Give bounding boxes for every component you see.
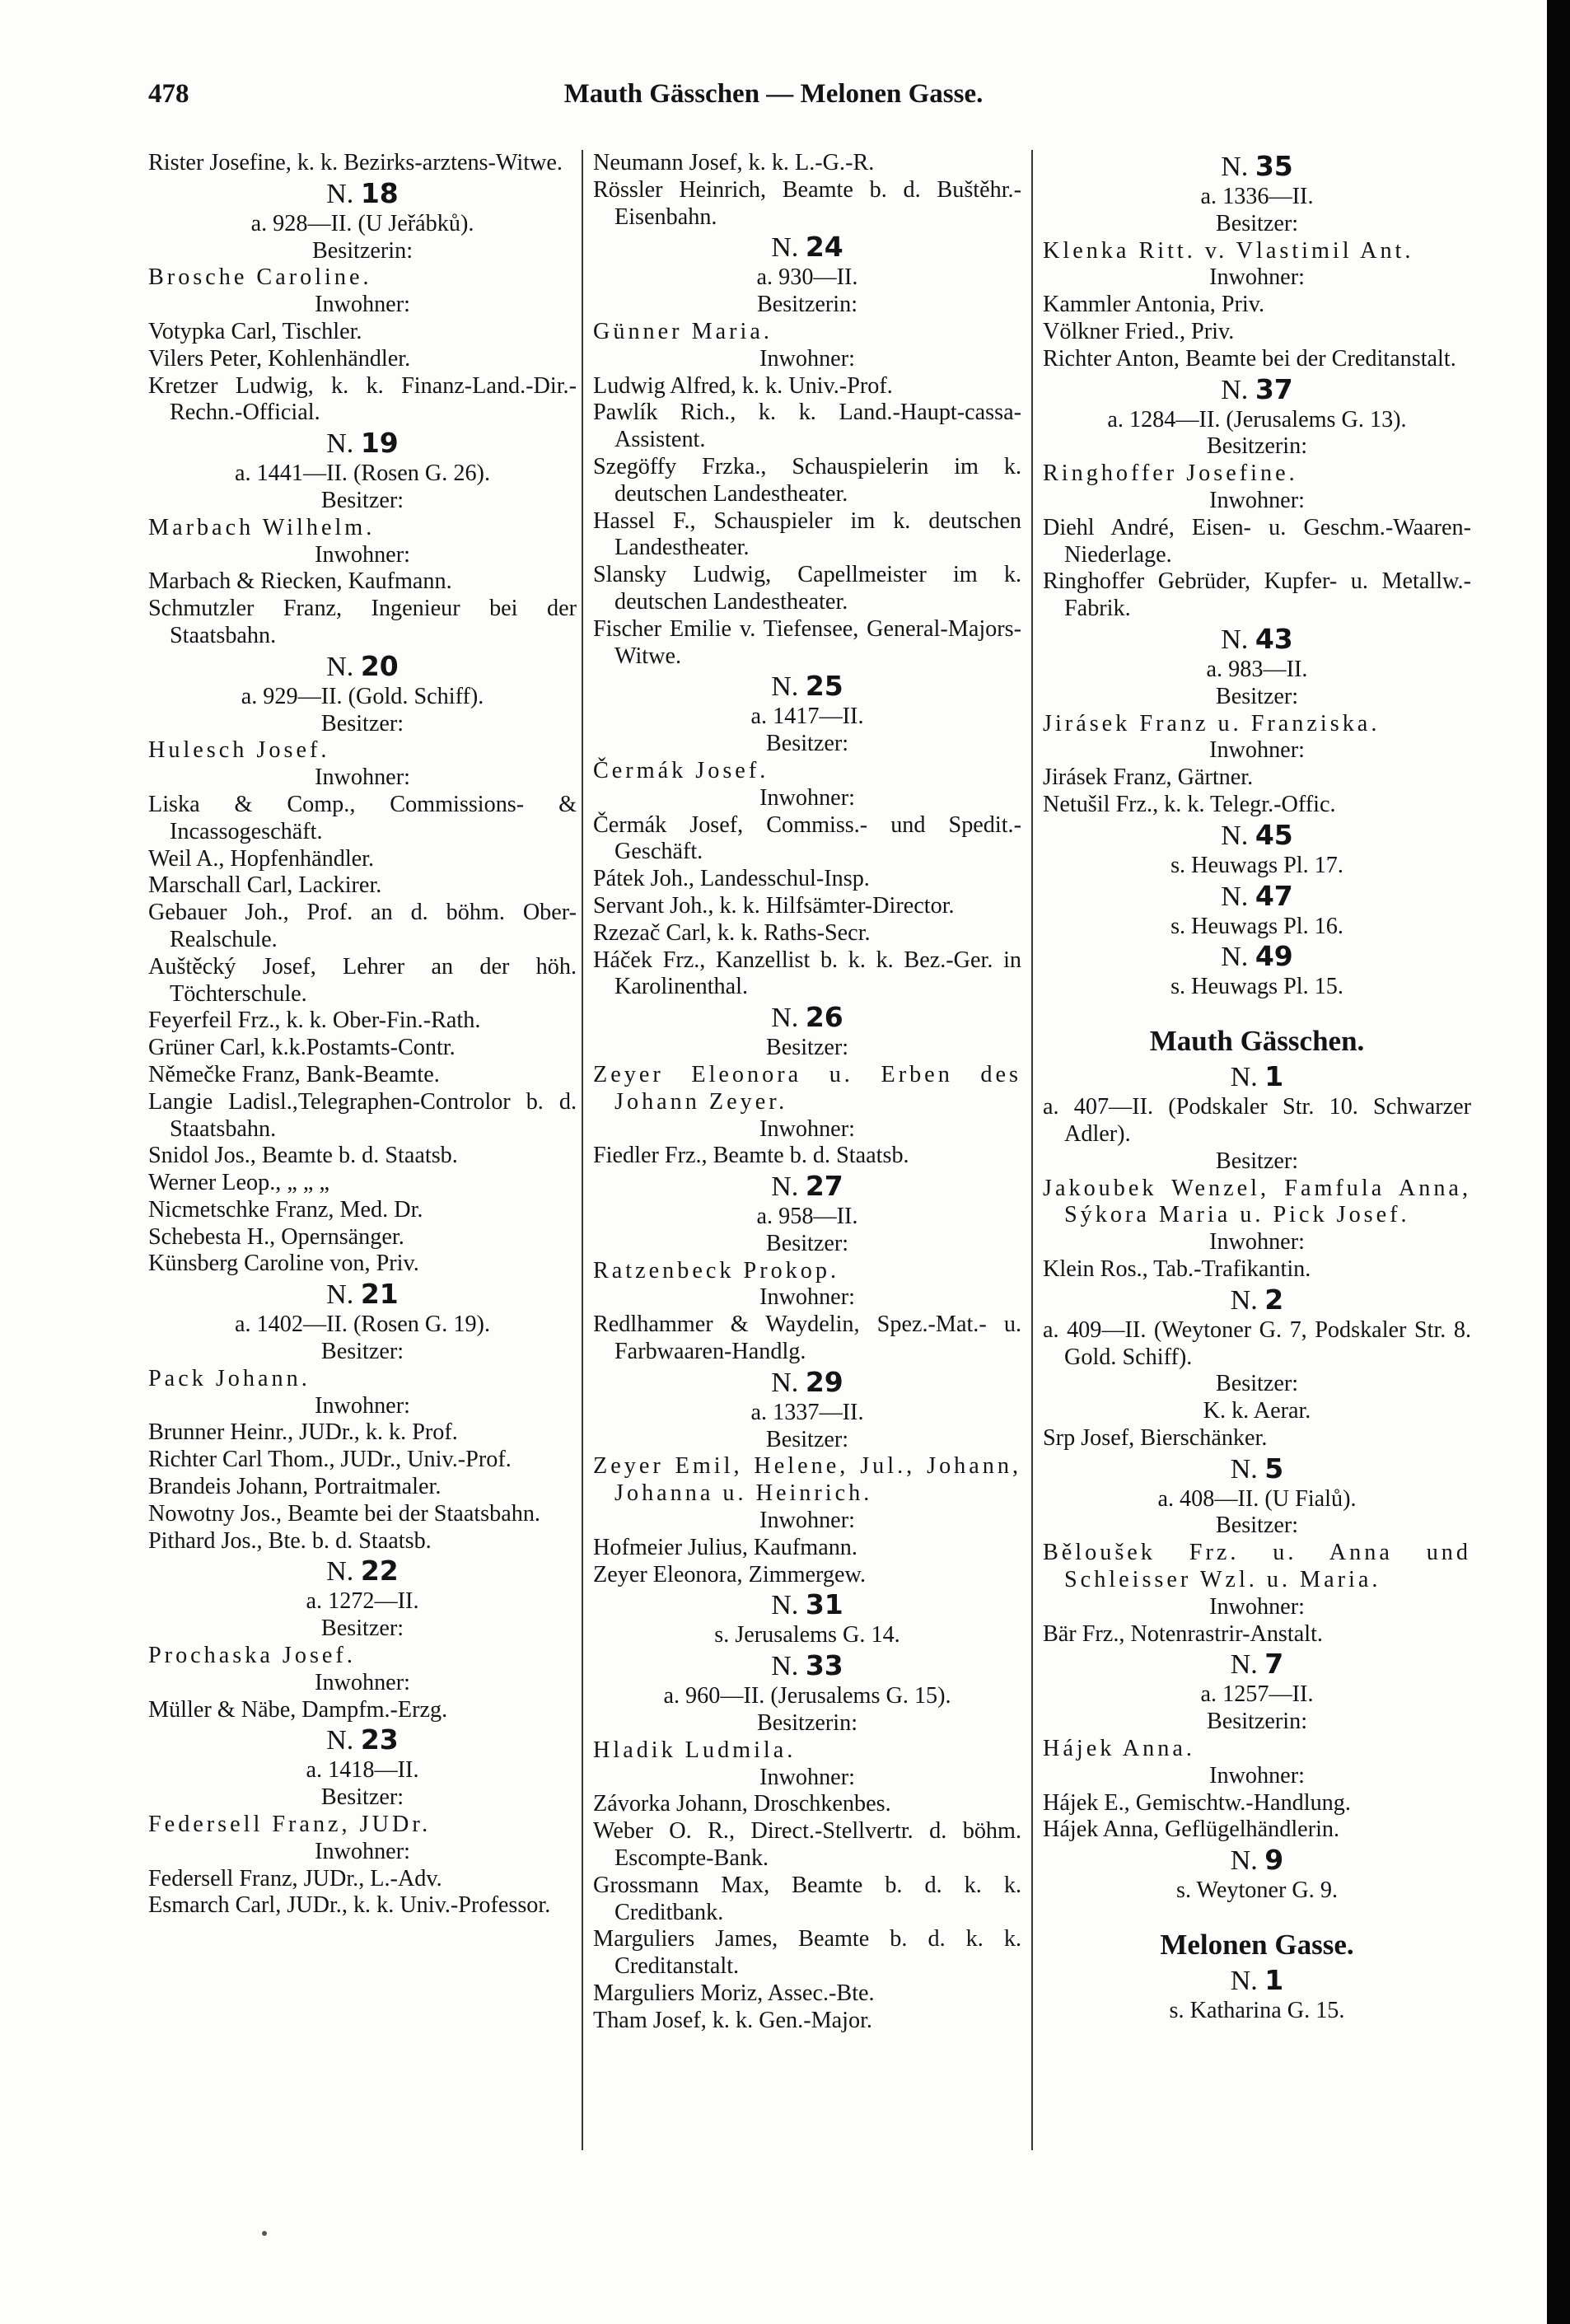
entry-caption: Inwohner: [759,345,855,372]
directory-entry: Hofmeier Julius, Kaufmann. [593,1534,857,1560]
directory-entry: Gebauer Joh., Prof. an d. böhm. Ober-Realschule. [148,900,577,952]
house-number-value: 25 [805,670,843,703]
directory-entry: Marguliers Moriz, Assec.-Bte. [593,1980,875,2007]
entry-caption: Besitzer: [1215,1513,1299,1539]
directory-entry: Čermák Josef, Commiss.- und Spedit.-Geschäft. [593,811,1021,865]
house-number-label: N. [1230,1966,1265,1997]
directory-entry: Hassel F., Schauspieler im k. deutschen Landestheater. [593,507,1021,561]
directory-entry: Zeyer Eleonora, Zimmergew. [593,1561,867,1588]
column-rule [1031,150,1033,2150]
house-number-label: N. [1230,1649,1265,1681]
owner-name: Federsell Franz, JUDr. [148,1812,432,1838]
house-number-label: N. [326,1725,361,1756]
house-number-label: N. [326,651,361,682]
house-number-label: N. [1230,1062,1265,1093]
owner-name: Jirásek Franz u. Franziska. [1043,710,1381,736]
entry-caption: a. 1257—II. [1200,1681,1314,1708]
directory-entry: Langie Ladisl.,Telegraphen-Controlor b. d. Staatsbahn. [148,1088,577,1142]
house-number [1043,1844,1471,1877]
owner-name: Ratzenbeck Prokop. [593,1257,840,1284]
entry-caption: Besitzerin: [756,292,858,318]
house-number [593,1588,1021,1622]
directory-entry: Federsell Franz, JUDr., L.-Adv. [148,1865,442,1891]
directory-entry: Rzezač Carl, k. k. Raths-Secr. [593,919,871,946]
entry-caption: Besitzer: [1215,210,1299,236]
house-number [593,1170,1021,1204]
house-number-label: N. [326,178,361,209]
directory-entry: Weil A., Hopfenhändler. [148,845,375,872]
house-number-value: 20 [360,649,399,682]
entry-caption: a. 1402—II. (Rosen G. 19). [234,1312,490,1338]
entry-caption: Besitzerin: [1206,433,1308,460]
house-number [1043,819,1471,853]
owner-name: Marbach Wilhelm. [148,514,376,540]
entry-caption: Inwohner: [315,1838,410,1864]
directory-entry: Künsberg Caroline von, Priv. [148,1251,419,1277]
directory-entry: Werner Leop., „ „ „ [148,1170,329,1196]
owner-name: Běloušek Frz. u. Anna und Schleisser Wzl. u. Maria. [1043,1540,1471,1593]
directory-entry: Redlhammer & Waydelin, Spez.-Mat.- u. Farbwaaren-Handlg. [593,1312,1021,1365]
directory-entry: Pátek Joh., Landesschul-Insp. [593,866,870,892]
house-number [1043,1964,1471,1998]
entry-caption: a. 960—II. (Jerusalems G. 15). [663,1683,951,1709]
owner-name: Ringhoffer Josefine. [1043,461,1298,487]
house-number-value: 18 [360,176,399,209]
owner-name: Čermák Josef. [593,757,769,783]
entry-caption: a. 1272—II. [306,1588,419,1615]
directory-entry: Snidol Jos., Beamte b. d. Staatsb. [148,1143,458,1169]
entry-caption: s. Weytoner G. 9. [1175,1877,1339,1904]
entry-caption: Besitzer: [765,1035,849,1061]
house-number-value: 1 [1264,1060,1284,1093]
entry-caption: Inwohner: [759,1115,855,1142]
entry-caption: Inwohner: [1209,1593,1305,1620]
house-number-label: N. [1221,942,1255,973]
entry-caption: Besitzer: [1215,683,1299,709]
entry-caption: Besitzer: [765,731,849,757]
entry-caption: a. 930—II. [756,264,858,291]
directory-entry: Diehl André, Eisen- u. Geschm.-Waaren-Niederlage. [1043,514,1471,568]
directory-entry: Srp Josef, Bierschänker. [1043,1424,1268,1451]
entry-caption: a. 1336—II. [1200,184,1314,209]
owner-name: Zeyer Emil, Helene, Jul., Johann, Johanna u. Heinrich. [593,1453,1021,1507]
entry-caption: s. Katharina G. 15. [1169,1998,1345,2024]
house-number-label: N. [771,1367,806,1398]
entry-caption: Inwohner: [1209,737,1305,764]
house-number-value: 33 [805,1649,843,1682]
entry-caption: Inwohner: [759,1764,855,1790]
house-number [1043,150,1471,184]
running-head: Mauth Gässchen — Melonen Gasse. [563,79,984,109]
house-number-value: 7 [1264,1648,1284,1681]
house-number-label: N. [771,671,806,703]
house-number-value: 21 [360,1278,399,1311]
entry-caption: K. k. Aerar. [1203,1398,1311,1424]
entry-caption: a. 929—II. (Gold. Schiff). [241,683,484,709]
house-number-label: N. [326,428,361,460]
entry-caption: a. 928—II. (U Jeřábků). [250,210,474,236]
house-number [148,650,577,684]
house-number [593,670,1021,704]
entry-caption: s. Heuwags Pl. 16. [1170,913,1343,939]
entry-caption: a. 1441—II. (Rosen G. 26). [234,461,490,487]
house-number-label: N. [1221,374,1255,405]
entry-caption: Besitzerin: [311,237,414,264]
house-number-value: 22 [360,1555,399,1588]
entry-caption: a. 408—II. (U Fialů). [1157,1485,1357,1512]
house-number [1043,373,1471,407]
directory-entry: Grüner Carl, k.k.Postamts-Contr. [148,1035,456,1061]
directory-entry: Hájek E., Gemischtw.-Handlung. [1043,1789,1351,1816]
directory-entry: Auštěcký Josef, Lehrer an der höh. Töchterschule. [148,953,577,1007]
directory-entry: Marbach & Riecken, Kaufmann. [148,568,452,595]
entry-caption: Besitzer: [320,1339,404,1365]
entry-caption: a. 1418—II. [306,1757,419,1784]
directory-entry: Votypka Carl, Tischler. [148,318,362,344]
entry-caption: Besitzerin: [1206,1709,1308,1735]
entry-caption: s. Heuwags Pl. 17. [1170,852,1343,878]
house-number-label: N. [771,232,806,264]
entry-caption: Inwohner: [759,784,855,811]
house-number-label: N. [1221,624,1255,655]
directory-entry: a. 409—II. (Weytoner G. 7, Podskaler Str. 8. Gold. Schiff). [1043,1316,1471,1370]
owner-name: Günner Maria. [593,318,773,344]
house-number-label: N. [1221,820,1255,851]
entry-caption: a. 983—II. [1206,656,1308,682]
house-number-value: 43 [1255,622,1293,655]
house-number [1043,940,1471,974]
house-number-value: 5 [1264,1452,1284,1485]
house-number-label: N. [771,1651,806,1682]
directory-entry: Pithard Jos., Bte. b. d. Staatsb. [148,1527,432,1554]
house-number-value: 47 [1255,879,1293,912]
entry-caption: Besitzer: [320,1784,404,1811]
directory-entry: Brandeis Johann, Portraitmaler. [148,1474,442,1500]
house-number-value: 27 [805,1170,843,1203]
directory-entry: Schmutzler Franz, Ingenieur bei der Staatsbahn. [148,596,577,648]
directory-entry: Rister Josefine, k. k. Bezirks-arztens-Witwe. [148,150,563,175]
house-number-value: 35 [1255,150,1293,182]
directory-entry: Esmarch Carl, JUDr., k. k. Univ.-Professor. [148,1892,551,1919]
house-number [1043,1060,1471,1094]
entry-caption: Inwohner: [315,541,410,568]
directory-entry: Pawlík Rich., k. k. Land.-Haupt-cassa-Assistent. [593,400,1021,453]
directory-entry: Liska & Comp., Commissions- & Incassogeschäft. [148,791,577,844]
directory-entry: Neumann Josef, k. k. L.-G.-R. [593,150,875,175]
entry-caption: Besitzer: [765,1426,849,1452]
house-number [1043,880,1471,914]
entry-caption: Inwohner: [315,1392,410,1419]
entry-caption: a. 958—II. [756,1204,858,1230]
directory-entry: Weber O. R., Direct.-Stellvertr. d. böhm. Escompte-Bank. [593,1818,1021,1872]
house-number-label: N. [771,1590,806,1621]
street-heading: Mauth Gässchen. [1149,1025,1365,1058]
directory-entry: Ludwig Alfred, k. k. Univ.-Prof. [593,372,893,399]
entry-caption: Inwohner: [1209,1762,1305,1789]
entry-caption: Besitzer: [320,710,404,736]
directory-entry: Müller & Näbe, Dampfm.-Erzg. [148,1696,448,1723]
street-heading: Melonen Gasse. [1160,1929,1354,1962]
house-number-value: 2 [1264,1283,1284,1316]
entry-caption: Besitzer: [765,1230,849,1256]
house-number-label: N. [1230,1453,1265,1485]
directory-entry: Marguliers James, Beamte b. d. k. k. Creditanstalt. [593,1926,1021,1980]
directory-entry: Richter Carl Thom., JUDr., Univ.-Prof. [148,1447,512,1473]
directory-entry: Tham Josef, k. k. Gen.-Major. [593,2007,872,2033]
house-number-value: 24 [805,231,843,264]
house-number-label: N. [1221,152,1255,182]
house-number-label: N. [326,1279,361,1311]
directory-entry: Jirásek Franz, Gärtner. [1043,765,1254,791]
directory-entry: Nowotny Jos., Beamte bei der Staatsbahn. [148,1500,540,1527]
directory-entry: Schebesta H., Opernsänger. [148,1223,404,1250]
column-rule [582,150,583,2150]
directory-entry: Grossmann Max, Beamte b. d. k. k. Creditbank. [593,1872,1021,1925]
directory-entry: Slansky Ludwig, Capellmeister im k. deutschen Landestheater. [593,562,1021,615]
house-number [593,1649,1021,1683]
entry-caption: a. 1284—II. (Jerusalems G. 13). [1107,406,1407,433]
owner-name: Pack Johann. [148,1365,311,1391]
house-number [148,1555,577,1588]
owner-name: Brosche Caroline. [148,264,372,291]
entry-caption: Besitzerin: [756,1710,858,1737]
directory-entry: Ringhoffer Gebrüder, Kupfer- u. Metallw.-Fabrik. [1043,568,1471,622]
directory-entry: Háček Frz., Kanzellist b. k. k. Bez.-Ger. in Karolinenthal. [593,947,1021,1000]
directory-entry: Kammler Antonia, Priv. [1043,292,1265,318]
house-number-label: N. [771,1171,806,1203]
entry-caption: Inwohner: [315,1669,410,1695]
entry-caption: Inwohner: [759,1284,855,1311]
house-number [593,1366,1021,1400]
entry-caption: Besitzer: [320,487,404,513]
entry-caption: Besitzer: [320,1616,404,1642]
owner-name: Hájek Anna. [1043,1736,1195,1762]
house-number [148,427,577,461]
house-number-value: 37 [1255,372,1293,405]
directory-entry: Nicmetschke Franz, Med. Dr. [148,1196,423,1223]
house-number-value: 19 [360,427,399,460]
directory-entry: Marschall Carl, Lackirer. [148,872,382,899]
house-number [1043,1452,1471,1486]
house-number-label: N. [326,1556,361,1588]
owner-name: Hladik Ludmila. [593,1737,797,1763]
house-number-value: 26 [805,1001,843,1034]
owner-name: Zeyer Eleonora u. Erben des Johann Zeyer. [593,1061,1021,1115]
directory-entry: a. 407—II. (Podskaler Str. 10. Schwarzer Adler). [1043,1094,1471,1147]
owner-name: Hulesch Josef. [148,737,330,764]
column-3 [1043,150,1471,2025]
house-number [148,177,577,211]
house-number-value: 9 [1264,1844,1284,1877]
house-number-label: N. [1230,1845,1265,1877]
house-number [1043,1648,1471,1681]
entry-caption: Inwohner: [1209,487,1305,513]
directory-entry: Fiedler Frz., Beamte b. d. Staatsb. [593,1143,909,1169]
entry-caption: Inwohner: [315,292,410,318]
house-number-value: 45 [1255,818,1293,851]
directory-entry: Feyerfeil Frz., k. k. Ober-Fin.-Rath. [148,1008,481,1034]
house-number-value: 1 [1264,1964,1284,1997]
directory-entry: Brunner Heinr., JUDr., k. k. Prof. [148,1419,458,1446]
print-speck [262,2231,267,2236]
house-number-label: N. [1230,1284,1265,1316]
directory-entry: Völkner Fried., Priv. [1043,318,1235,344]
house-number-value: 31 [805,1588,843,1621]
house-number-value: 49 [1255,940,1293,973]
directory-entry: Hájek Anna, Geflügelhändlerin. [1043,1817,1340,1843]
directory-entry: Rössler Heinrich, Beamte b. d. Buštěhr.-Eisenbahn. [593,176,1021,230]
entry-caption: Inwohner: [315,765,410,791]
house-number-label: N. [771,1003,806,1034]
entry-caption: Inwohner: [1209,1229,1305,1256]
house-number-label: N. [1221,881,1255,912]
owner-name: Klenka Ritt. v. Vlastimil Ant. [1043,237,1414,264]
entry-caption: Besitzer: [1215,1148,1299,1174]
entry-caption: s. Heuwags Pl. 15. [1170,974,1343,1000]
directory-entry: Kretzer Ludwig, k. k. Finanz-Land.-Dir.-Rechn.-Official. [148,372,577,426]
directory-entry: Závorka Johann, Droschkenbes. [593,1791,891,1817]
column-2 [593,150,1021,2035]
house-number [148,1723,577,1757]
directory-entry: Bär Frz., Notenrastrir-Anstalt. [1043,1620,1323,1647]
house-number-value: 23 [360,1723,399,1756]
scan-border [1547,0,1570,2324]
entry-caption: Inwohner: [1209,264,1305,291]
directory-entry: Vilers Peter, Kohlenhändler. [148,345,411,372]
house-number [148,1278,577,1312]
entry-caption: s. Jerusalems G. 14. [714,1622,900,1648]
entry-caption: a. 1417—II. [750,704,864,730]
column-1 [148,150,577,1920]
directory-entry: Fischer Emilie v. Tiefensee, General-Majors-Witwe. [593,615,1021,669]
page-number: 478 [148,79,189,109]
house-number-value: 29 [805,1365,843,1398]
house-number [593,1001,1021,1035]
directory-entry: Richter Anton, Beamte bei der Creditanstalt. [1043,345,1456,372]
house-number [1043,1284,1471,1317]
directory-entry: Klein Ros., Tab.-Trafikantin. [1043,1256,1311,1282]
entry-caption: Inwohner: [759,1508,855,1534]
entry-caption: a. 1337—II. [750,1399,864,1425]
owner-name: Prochaska Josef. [148,1643,356,1669]
house-number [593,231,1021,264]
directory-entry: Szegöffy Frzka., Schauspielerin im k. deutschen Landestheater. [593,453,1021,507]
owner-name: Jakoubek Wenzel, Famfula Anna, Sýkora Maria u. Pick Josef. [1043,1175,1471,1228]
house-number [1043,623,1471,657]
directory-entry: Němečke Franz, Bank-Beamte. [148,1061,440,1087]
directory-entry: Netušil Frz., k. k. Telegr.-Offic. [1043,791,1336,817]
entry-caption: Besitzer: [1215,1371,1299,1397]
directory-entry: Servant Joh., k. k. Hilfsämter-Director. [593,892,955,919]
